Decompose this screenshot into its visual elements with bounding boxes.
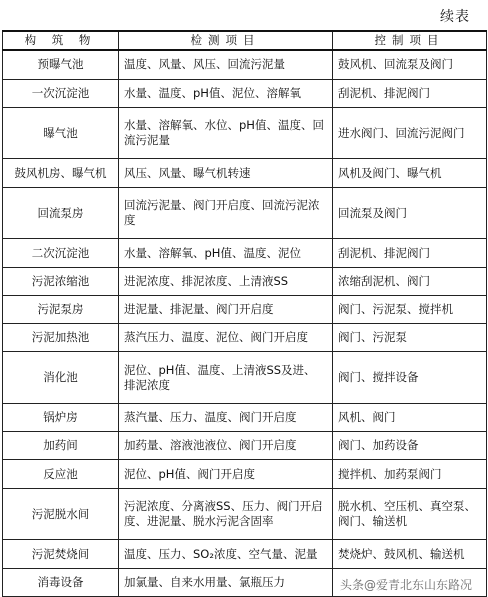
structure-cell: 锅炉房 [3, 404, 119, 432]
structure-cell: 污泥脱水间 [3, 488, 119, 540]
control-items-cell: 刮泥机、排泥阀门 [333, 239, 487, 267]
structure-cell: 反应池 [3, 460, 119, 488]
detection-items-cell: 加氯量、自来水用量、氯瓶压力 [119, 568, 333, 596]
control-items-cell: 风机及阀门、曝气机 [333, 159, 487, 187]
control-items-cell: 风机、阀门 [333, 404, 487, 432]
continued-table-caption: 续表 [440, 9, 470, 25]
detection-items-cell: 回流污泥量、阀门开启度、回流污泥浓度 [119, 187, 333, 239]
table-row [3, 239, 487, 267]
structure-cell: 污泥泵房 [3, 295, 119, 323]
control-items-cell: 浓缩刮泥机、阀门 [333, 267, 487, 295]
detection-items-cell: 蒸汽压力、温度、泥位、阀门开启度 [119, 324, 333, 352]
structure-cell: 曝气池 [3, 107, 119, 159]
control-items-cell: 阀门、污泥泵 [333, 324, 487, 352]
header-structure: 构 筑 物 [3, 31, 119, 50]
table-row [3, 50, 487, 79]
header-control-items: 控制项目 [333, 31, 487, 50]
table-row [3, 324, 487, 352]
table-row [3, 488, 487, 540]
detection-items-cell: 蒸汽量、压力、温度、阀门开启度 [119, 404, 333, 432]
control-items-cell: 进水阀门、回流污泥阀门 [333, 107, 487, 159]
detection-items-cell: 泥位、pH值、阀门开启度 [119, 460, 333, 488]
control-items-cell: 搅拌机、加药泵阀门 [333, 460, 487, 488]
control-items-cell: 鼓风机、回流泵及阀门 [333, 50, 487, 79]
table-row [3, 352, 487, 404]
detection-items-cell: 泥位、pH值、温度、上清液SS及进、排泥浓度 [119, 352, 333, 404]
structure-cell: 预曝气池 [3, 50, 119, 79]
table-row [3, 432, 487, 460]
structure-cell: 回流泵房 [3, 187, 119, 239]
structure-cell: 加药间 [3, 432, 119, 460]
header-detection-items: 检测项目 [119, 31, 333, 50]
control-items-cell: 脱水机、空压机、真空泵、阀门、输送机 [333, 488, 487, 540]
structure-cell: 鼓风机房、曝气机 [3, 159, 119, 187]
control-items-cell: 阀门、搅拌设备 [333, 352, 487, 404]
table-row [3, 159, 487, 187]
table-row [3, 540, 487, 568]
structure-cell: 污泥加热池 [3, 324, 119, 352]
control-items-cell: 焚烧炉、鼓风机、输送机 [333, 540, 487, 568]
structure-cell: 污泥浓缩池 [3, 267, 119, 295]
detection-items-cell: 风压、风量、曝气机转速 [119, 159, 333, 187]
table-row [3, 267, 487, 295]
detection-items-cell: 水量、溶解氧、pH值、温度、泥位 [119, 239, 333, 267]
detection-items-cell: 温度、压力、SO₂浓度、空气量、泥量 [119, 540, 333, 568]
detection-items-cell: 进泥浓度、排泥浓度、上清液SS [119, 267, 333, 295]
structure-cell: 消毒设备 [3, 568, 119, 596]
table-row [3, 107, 487, 159]
structure-cell: 污泥焚烧间 [3, 540, 119, 568]
structure-cell: 二次沉淀池 [3, 239, 119, 267]
table-row [3, 404, 487, 432]
detection-items-cell: 水量、温度、pH值、泥位、溶解氧 [119, 79, 333, 107]
table-row [3, 187, 487, 239]
detection-items-cell: 温度、风量、风压、回流污泥量 [119, 50, 333, 79]
table-row [3, 460, 487, 488]
table-row [3, 295, 487, 323]
structure-cell: 消化池 [3, 352, 119, 404]
control-items-cell: 刮泥机、排泥阀门 [333, 79, 487, 107]
control-items-cell: 阀门、加药设备 [333, 432, 487, 460]
table-row [3, 79, 487, 107]
monitoring-control-table [2, 30, 487, 597]
control-items-cell: 回流泵及阀门 [333, 187, 487, 239]
control-items-cell: 阀门、污泥泵、搅拌机 [333, 295, 487, 323]
detection-items-cell: 污泥浓度、分离液SS、压力、阀门开启度、进泥量、脱水污泥含固率 [119, 488, 333, 540]
source-watermark: 头条@爱青北东山东路况 [339, 578, 472, 592]
detection-items-cell: 加药量、溶液池液位、阀门开启度 [119, 432, 333, 460]
detection-items-cell: 进泥量、排泥量、阀门开启度 [119, 295, 333, 323]
detection-items-cell: 水量、溶解氧、水位、pH值、温度、回流污泥量 [119, 107, 333, 159]
structure-cell: 一次沉淀池 [3, 79, 119, 107]
table-header-row [3, 31, 487, 50]
